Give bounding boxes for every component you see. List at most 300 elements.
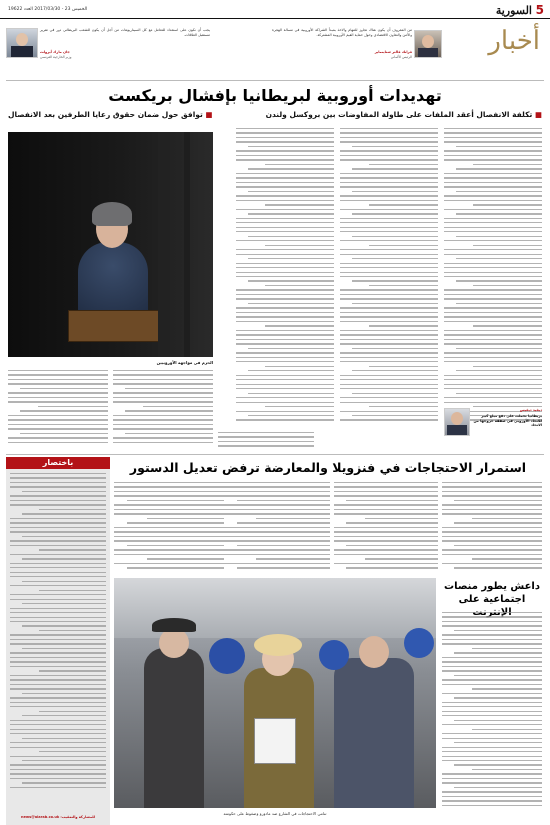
text-line: [444, 227, 542, 228]
text-line: [340, 200, 438, 201]
text-line: [340, 411, 438, 412]
text-line: [473, 366, 542, 367]
text-line: [442, 482, 542, 483]
text-line: [39, 630, 106, 631]
text-line: [334, 536, 438, 537]
text-line: [369, 406, 438, 407]
text-line: [456, 280, 542, 281]
text-line: [236, 379, 334, 380]
brief-footer: للمشاركة والتعقيب: news@alarab.co.uk: [21, 815, 95, 819]
text-line: [444, 334, 542, 335]
text-line: [224, 482, 330, 483]
text-line: [22, 558, 106, 559]
text-line: [444, 294, 542, 295]
text-line: [10, 720, 106, 721]
text-line: [10, 540, 106, 541]
text-line: [224, 536, 330, 537]
text-line: [444, 397, 542, 398]
text-line: [113, 383, 213, 384]
text-line: [340, 352, 438, 353]
text-line: [340, 312, 438, 313]
text-line: [236, 159, 334, 160]
text-line: [10, 742, 106, 743]
text-line: [340, 150, 438, 151]
text-line: [248, 258, 334, 259]
text-line: [340, 159, 438, 160]
text-line: [10, 554, 106, 555]
text-line: [369, 164, 438, 165]
text-line: [334, 554, 438, 555]
text-line: [22, 760, 106, 761]
text-line: [10, 594, 106, 595]
text-line: [237, 522, 330, 523]
text-line: [442, 639, 542, 640]
text-line: [147, 518, 224, 519]
text-line: [444, 263, 542, 264]
text-line: [444, 195, 542, 196]
text-line: [8, 392, 108, 393]
text-line: [472, 558, 542, 559]
text-line: [454, 742, 542, 743]
text-line: [236, 316, 334, 317]
text-line: [256, 518, 330, 519]
text-line: [340, 388, 438, 389]
main-photo-caption: الحزم في مواجهة الأوروبيين: [156, 360, 213, 365]
text-line: [454, 522, 542, 523]
text-line: [10, 612, 106, 613]
text-line: [39, 670, 106, 671]
text-line: [236, 289, 334, 290]
text-line: [248, 168, 334, 169]
text-line: [236, 263, 334, 264]
text-line: [127, 567, 224, 568]
text-line: [444, 231, 542, 232]
text-line: [442, 634, 542, 635]
text-line: [248, 146, 334, 147]
text-lines: [113, 370, 213, 446]
text-line: [224, 549, 330, 550]
text-line: [114, 513, 224, 514]
text-line: [472, 769, 542, 770]
text-line: [369, 204, 438, 205]
text-line: [442, 540, 542, 541]
text-line: [22, 782, 106, 783]
text-line: [340, 141, 438, 142]
text-line: [352, 236, 438, 237]
text-line: [127, 522, 224, 523]
text-line: [10, 643, 106, 644]
text-line: [454, 720, 542, 721]
text-line: [10, 724, 106, 725]
main-subhead-left: ■ توافق حول ضمان حقوق رعايا الطرفين بعد الانفصال: [8, 110, 213, 119]
text-line: [340, 276, 438, 277]
text-line: [10, 500, 106, 501]
text-line: [248, 348, 334, 349]
text-lines: [218, 432, 314, 450]
main-col-5: [113, 370, 213, 450]
text-line: [236, 402, 334, 403]
text-line: [236, 312, 334, 313]
text-line: [340, 379, 438, 380]
masthead: [0, 0, 550, 22]
text-line: [444, 375, 542, 376]
protest-photo-caption: تنامي الاحتجاجات في الشارع ضد مادورو وضغوط على حكومته: [223, 811, 327, 816]
text-line: [113, 424, 213, 425]
main-subhead-right-text: تكلفة الانفصال أعقد الملفات على طاولة المفاوضات بين بروكسل ولندن: [265, 110, 533, 119]
text-line: [236, 357, 334, 358]
text-line: [236, 411, 334, 412]
text-line: [365, 558, 438, 559]
protest-photo: [114, 578, 436, 808]
text-lines: [8, 370, 108, 446]
text-line: [454, 764, 542, 765]
text-line: [444, 361, 542, 362]
text-line: [442, 657, 542, 658]
text-line: [444, 312, 542, 313]
text-line: [334, 549, 438, 550]
text-line: [442, 756, 542, 757]
main-subhead-right: ■ تكلفة الانفصال أعقد الملفات على طاولة المفاوضات بين بروكسل ولندن: [265, 110, 542, 119]
text-line: [340, 231, 438, 232]
text-line: [113, 415, 213, 416]
text-line: [236, 128, 334, 129]
text-line: [10, 634, 106, 635]
text-line: [442, 747, 542, 748]
text-line: [340, 249, 438, 250]
text-line: [10, 688, 106, 689]
text-line: [39, 549, 106, 550]
text-line: [265, 325, 334, 326]
text-line: [22, 491, 106, 492]
text-line: [114, 549, 224, 550]
text-line: [442, 733, 542, 734]
steinmeier-avatar: [414, 30, 442, 58]
text-line: [236, 141, 334, 142]
text-line: [444, 222, 542, 223]
text-line: [340, 132, 438, 133]
text-line: [236, 419, 334, 420]
text-line: [444, 128, 542, 129]
text-line: [10, 585, 106, 586]
text-line: [340, 177, 438, 178]
side-headline: داعش يطور منصات اجتماعية على: [444, 581, 540, 605]
second-headline: استمرار الاحتجاجات في فنزويلا والمعارضة ترفض تعديل الدستور: [129, 460, 527, 475]
text-lines: [236, 128, 334, 424]
text-line: [346, 545, 438, 546]
text-line: [114, 540, 224, 541]
text-line: [352, 146, 438, 147]
text-line: [340, 263, 438, 264]
main-photo-theresa-may: [8, 132, 213, 357]
text-line: [237, 500, 330, 501]
text-line: [22, 648, 106, 649]
main-col-3: [236, 128, 334, 428]
text-line: [340, 339, 438, 340]
text-line: [352, 348, 438, 349]
text-line: [224, 495, 330, 496]
text-line: [444, 173, 542, 174]
text-line: [143, 406, 213, 407]
text-line: [442, 782, 542, 783]
text-line: [352, 213, 438, 214]
text-line: [334, 540, 438, 541]
text-line: [334, 513, 438, 514]
text-line: [334, 509, 438, 510]
text-line: [10, 608, 106, 609]
text-line: [473, 285, 542, 286]
text-line: [340, 128, 438, 129]
second-col-3: [224, 482, 330, 574]
text-line: [236, 173, 334, 174]
davis-quote-text: بريطانيا تحملت على دفع مبلغ كبير للاتحاد الأوروبي في صفقة خروجها من الاتحاد: [473, 414, 542, 428]
text-line: [456, 393, 542, 394]
text-line: [444, 343, 542, 344]
text-line: [454, 787, 542, 788]
text-line: [340, 361, 438, 362]
text-line: [236, 384, 334, 385]
text-line: [10, 599, 106, 600]
top-quote-left-text: يجب أن نكون على استعداد للتعامل مع كل السيناريوهات من أجل أن يكون للشعب البريطاني دور في تقرير مستقبل العلاقات.: [40, 28, 210, 37]
text-line: [10, 545, 106, 546]
text-line: [10, 702, 106, 703]
text-line: [237, 567, 330, 568]
top-quote-right-name: فرانك فالتر شتاينماير: [374, 50, 412, 54]
text-line: [454, 630, 542, 631]
text-line: [444, 186, 542, 187]
text-line: [369, 245, 438, 246]
text-line: [236, 267, 334, 268]
text-line: [340, 155, 438, 156]
text-line: [442, 625, 542, 626]
text-line: [444, 159, 542, 160]
text-line: [444, 182, 542, 183]
text-line: [113, 379, 213, 380]
text-line: [114, 504, 224, 505]
text-line: [39, 711, 106, 712]
text-line: [340, 419, 438, 420]
text-lines: [334, 482, 438, 572]
text-line: [340, 375, 438, 376]
text-line: [265, 285, 334, 286]
text-line: [8, 383, 108, 384]
text-line: [444, 267, 542, 268]
text-line: [22, 625, 106, 626]
text-line: [334, 491, 438, 492]
text-line: [456, 258, 542, 259]
top-quote-left: [6, 24, 216, 68]
text-line: [352, 415, 438, 416]
text-line: [473, 204, 542, 205]
text-line: [218, 432, 314, 433]
text-line: [236, 150, 334, 151]
text-line: [113, 370, 213, 371]
text-line: [8, 419, 108, 420]
text-line: [442, 563, 542, 564]
text-line: [473, 164, 542, 165]
text-line: [444, 150, 542, 151]
text-line: [236, 397, 334, 398]
text-line: [10, 504, 106, 505]
text-line: [113, 401, 213, 402]
text-line: [454, 675, 542, 676]
text-line: [340, 397, 438, 398]
text-line: [265, 366, 334, 367]
text-line: [442, 773, 542, 774]
text-line: [114, 482, 224, 483]
text-line: [444, 379, 542, 380]
text-line: [265, 204, 334, 205]
text-line: [236, 307, 334, 308]
text-line: [456, 370, 542, 371]
text-line: [22, 738, 106, 739]
text-line: [125, 433, 213, 434]
text-line: [442, 706, 542, 707]
text-line: [236, 294, 334, 295]
text-line: [10, 778, 106, 779]
text-line: [352, 258, 438, 259]
text-line: [442, 509, 542, 510]
text-line: [113, 442, 213, 443]
text-line: [8, 370, 108, 371]
newspaper-logo: السورية: [495, 4, 532, 17]
text-line: [456, 146, 542, 147]
text-line: [10, 684, 106, 685]
text-line: [442, 491, 542, 492]
text-line: [444, 298, 542, 299]
text-line: [456, 168, 542, 169]
text-line: [442, 527, 542, 528]
section-title: أخبار: [488, 26, 540, 56]
text-line: [442, 504, 542, 505]
second-col-1: [442, 482, 542, 574]
text-line: [442, 693, 542, 694]
text-line: [8, 397, 108, 398]
text-line: [444, 402, 542, 403]
text-line: [10, 661, 106, 662]
text-line: [8, 374, 108, 375]
text-line: [473, 245, 542, 246]
text-line: [248, 393, 334, 394]
text-line: [10, 773, 106, 774]
text-line: [334, 531, 438, 532]
issue-date: الخميس 23 - 2017/03/30 العدد 19622: [8, 7, 88, 12]
masthead-right: [484, 3, 544, 17]
text-line: [113, 374, 213, 375]
text-line: [113, 419, 213, 420]
text-lines: [224, 482, 330, 572]
text-line: [10, 567, 106, 568]
text-line: [10, 756, 106, 757]
text-line: [10, 657, 106, 658]
text-line: [444, 289, 542, 290]
text-line: [340, 186, 438, 187]
text-line: [442, 486, 542, 487]
text-line: [442, 724, 542, 725]
text-line: [248, 236, 334, 237]
text-line: [442, 616, 542, 617]
text-line: [10, 563, 106, 564]
text-line: [444, 132, 542, 133]
text-line: [236, 132, 334, 133]
text-line: [442, 536, 542, 537]
text-line: [10, 747, 106, 748]
text-line: [236, 195, 334, 196]
text-line: [444, 352, 542, 353]
text-line: [236, 155, 334, 156]
text-line: [340, 343, 438, 344]
text-line: [236, 352, 334, 353]
text-line: [10, 621, 106, 622]
text-line: [248, 370, 334, 371]
text-line: [472, 729, 542, 730]
text-line: [236, 177, 334, 178]
text-line: [444, 254, 542, 255]
text-line: [442, 554, 542, 555]
text-line: [10, 639, 106, 640]
brief-title: باختصار: [6, 457, 110, 469]
text-line: [10, 787, 106, 788]
davis-quote: [444, 404, 542, 452]
text-line: [8, 428, 108, 429]
text-line: [442, 666, 542, 667]
text-line: [352, 168, 438, 169]
text-line: [22, 536, 106, 537]
davis-avatar: [444, 408, 470, 436]
top-quote-left-name: جان مارك أيرولت: [40, 50, 70, 54]
top-divider: [6, 80, 544, 81]
text-line: [442, 531, 542, 532]
text-line: [444, 316, 542, 317]
text-line: [334, 563, 438, 564]
text-line: [265, 245, 334, 246]
brief-text: [10, 473, 106, 793]
text-line: [444, 276, 542, 277]
text-line: [39, 590, 106, 591]
text-line: [442, 670, 542, 671]
text-line: [352, 370, 438, 371]
text-line: [442, 549, 542, 550]
text-line: [340, 334, 438, 335]
text-line: [224, 563, 330, 564]
text-line: [472, 648, 542, 649]
text-line: [444, 209, 542, 210]
text-line: [340, 272, 438, 273]
text-lines: [114, 482, 224, 572]
text-line: [442, 643, 542, 644]
text-line: [444, 384, 542, 385]
text-line: [236, 222, 334, 223]
text-line: [224, 554, 330, 555]
text-line: [114, 536, 224, 537]
text-line: [10, 576, 106, 577]
text-line: [20, 410, 108, 411]
text-line: [442, 715, 542, 716]
text-line: [442, 661, 542, 662]
text-line: [365, 518, 438, 519]
text-line: [22, 581, 106, 582]
text-line: [236, 209, 334, 210]
text-line: [444, 388, 542, 389]
main-col-4: [8, 370, 108, 450]
text-lines: [442, 482, 542, 572]
text-line: [444, 339, 542, 340]
text-line: [456, 303, 542, 304]
text-line: [237, 545, 330, 546]
text-line: [10, 679, 106, 680]
text-line: [22, 693, 106, 694]
text-line: [442, 800, 542, 801]
text-line: [340, 294, 438, 295]
